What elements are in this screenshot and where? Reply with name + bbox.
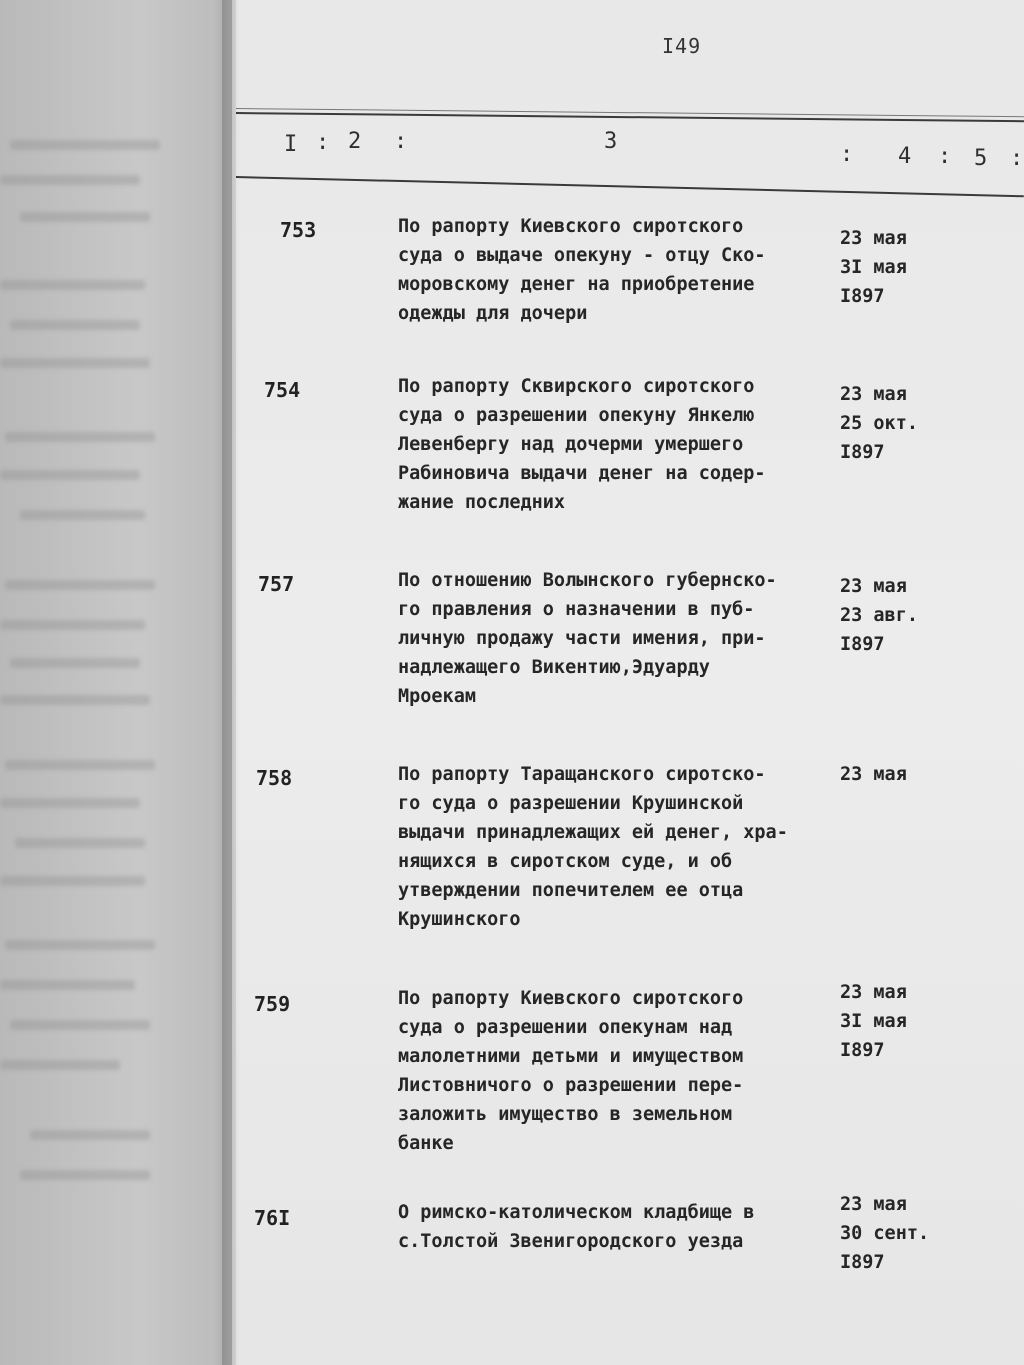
- entry-date-end: 3I мая: [840, 257, 907, 278]
- book-gutter: [222, 0, 240, 1365]
- entry-number: 76I: [254, 1206, 291, 1230]
- entry-date-end: 25 окт.: [840, 413, 918, 434]
- entry-date-start: 23 мая: [840, 982, 907, 1003]
- entry-number: 757: [258, 572, 295, 596]
- entry-year: I897: [840, 1252, 885, 1273]
- entry-date-end: 30 сент.: [840, 1223, 930, 1244]
- entry-description: По рапорту Таращанского сиротско- го суда о разрешении Крушинской выдачи принадлежащих ей денег, хра- нящихся в сиротском суде, и об утверждении попечителем ее отца Крушинского: [398, 764, 788, 930]
- column-separator: :: [938, 144, 952, 169]
- entry-year: I897: [840, 442, 885, 463]
- entry-date-start: 23 мая: [840, 576, 907, 597]
- entry-description: О римско-католическом кладбище в с.Толстой Звенигородского уезда: [398, 1202, 755, 1252]
- entry-year: I897: [840, 634, 885, 655]
- column-separator: :: [840, 142, 854, 167]
- entry-description: По отношению Волынского губернско- го правления о назначении в пуб- личную продажу части имения, при- надлежащего Викентию,Эдуарду Мроекам: [398, 570, 777, 707]
- column-headers: [236, 126, 1024, 171]
- entry-number: 759: [254, 992, 291, 1016]
- column-header-2: 2: [348, 129, 362, 154]
- entry-dates: [840, 1190, 1024, 1277]
- entry-year: I897: [840, 286, 885, 307]
- page-number: I49: [662, 34, 702, 58]
- column-header-5: 5: [974, 146, 988, 171]
- column-header-1: I: [284, 132, 298, 157]
- entry-date-end: 3I мая: [840, 1011, 907, 1032]
- entry-year: I897: [840, 1040, 885, 1061]
- entry-number: 754: [264, 378, 301, 402]
- entry-date-start: 23 мая: [840, 384, 907, 405]
- entry-date-start: 23 мая: [840, 1194, 907, 1215]
- entry-dates: [840, 224, 1024, 311]
- entry-date-end: 23 авг.: [840, 605, 918, 626]
- column-separator: :: [394, 129, 408, 154]
- column-separator: :: [316, 130, 330, 155]
- entry-date-start: 23 мая: [840, 764, 907, 785]
- entry-dates: [840, 572, 1024, 659]
- entry-dates: [840, 760, 1024, 789]
- column-header-3: 3: [604, 129, 618, 154]
- left-page-faded-text: [0, 120, 215, 1220]
- entry-dates: [840, 978, 1024, 1065]
- entry-number: 758: [256, 766, 293, 790]
- column-header-4: 4: [898, 144, 912, 169]
- column-separator: :: [1010, 146, 1024, 171]
- entry-dates: [840, 380, 1024, 467]
- entry-number: 753: [280, 218, 317, 242]
- entry-description: По рапорту Киевского сиротского суда о выдаче опекуну - отцу Ско- моровскому денег на приобретение одежды для дочери: [398, 216, 766, 324]
- entry-description: По рапорту Сквирского сиротского суда о разрешении опекуну Янкелю Левенбергу над дочерми умершего Рабиновича выдачи денег на содер- жание последних: [398, 376, 766, 513]
- left-page: [0, 0, 232, 1365]
- entry-description: По рапорту Киевского сиротского суда о разрешении опекунам над малолетними детьми и имуществом Листовничого о разрешении пере- заложить имущество в земельном банке: [398, 988, 744, 1154]
- entry-date-start: 23 мая: [840, 228, 907, 249]
